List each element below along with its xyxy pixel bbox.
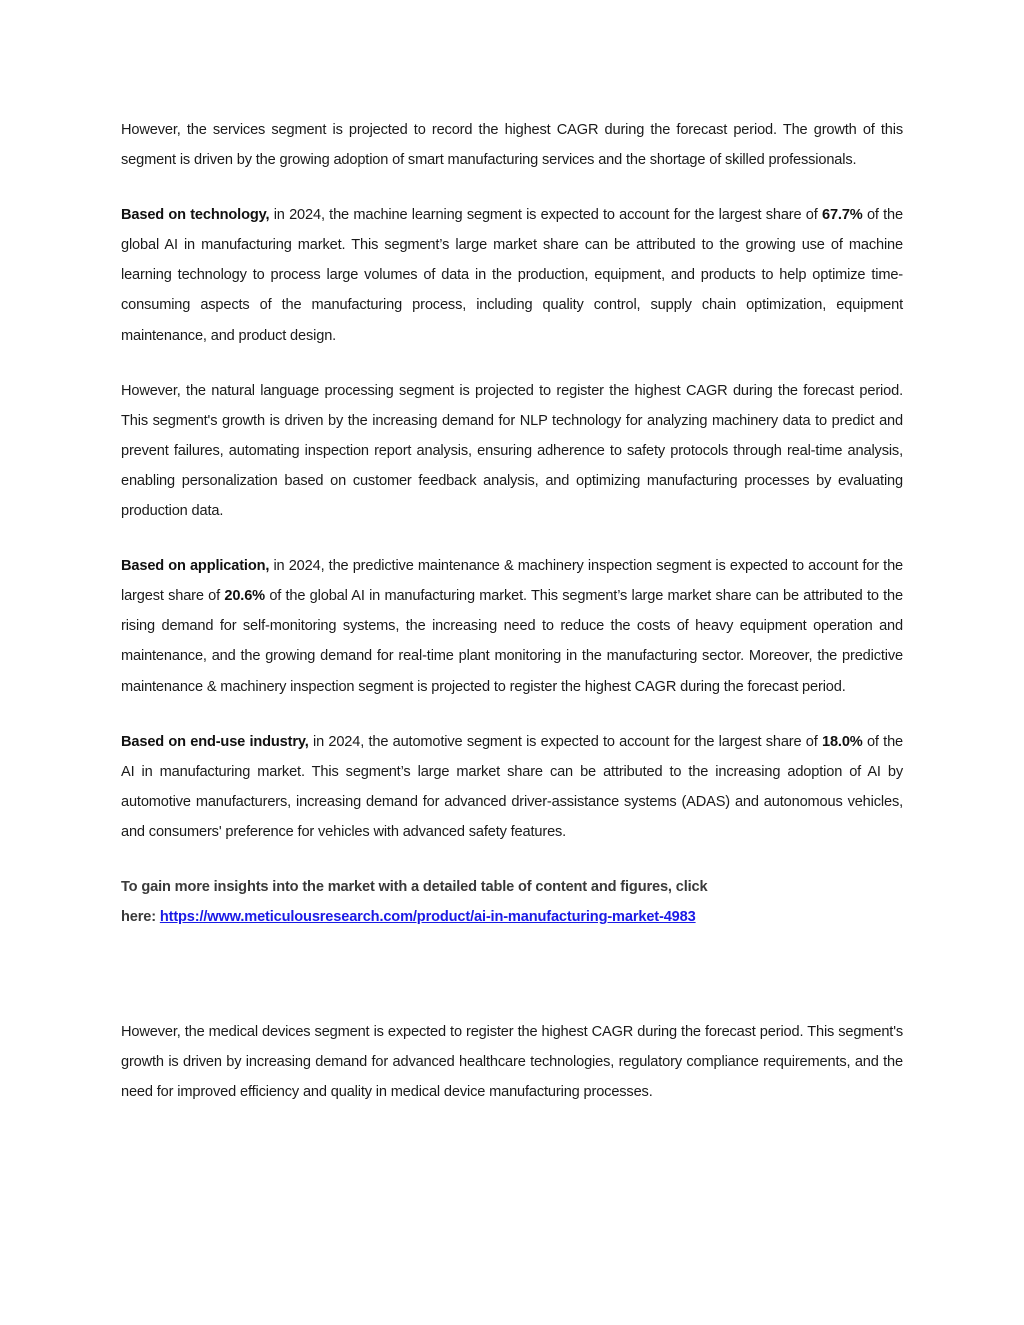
application-lead: Based on application, (121, 558, 270, 575)
nlp-paragraph: However, the natural language processing segment is projected to register the highest CAGR during the forecast period. This segment's growth is driven by the increasing demand for NLP technology for analyzing machinery data to predict and prevent failures, automating inspection report analysis, ensuring adherence to safety protocols through real-time analysis, enabling personalization based on customer feedback analysis, and optimizing manufacturing processes by evaluating production data. (121, 382, 903, 520)
enduse-paragraph (121, 727, 903, 847)
technology-lead: Based on technology, (121, 207, 270, 224)
services-paragraph: However, the services segment is projected to record the highest CAGR during the forecast period. The growth of this segment is driven by the growing adoption of smart manufacturing services and the shortage of skilled professionals. (121, 122, 903, 169)
spacer (121, 351, 903, 376)
application-share: 20.6% (224, 588, 265, 605)
spacer (121, 932, 903, 1017)
technology-paragraph (121, 200, 903, 350)
report-link[interactable]: https://www.meticulousresearch.com/product/ai-in-manufacturing-market-4983 (159, 909, 696, 926)
spacer (121, 175, 903, 200)
technology-text-2: of the global AI in manufacturing market. This segment’s large market share can be attributed to the growing use of machine learning technology to process large volumes of data in the production, equipment, and products to help optimize time-consuming aspects of the manufacturing process, including quality control, supply chain optimization, equipment maintenance, and product design. (121, 207, 903, 344)
medical-paragraph: However, the medical devices segment is expected to register the highest CAGR during the forecast period. This segment's growth is driven by increasing demand for advanced healthcare technologies, regulatory compliance requirements, and the need for improved efficiency and quality in medical device manufacturing processes. (121, 1024, 903, 1101)
application-text-1: in 2024, the predictive maintenance & machinery inspection segment is expected to account for the largest share of (121, 558, 904, 605)
application-paragraph (121, 551, 903, 701)
spacer (121, 847, 903, 872)
cta-paragraph (121, 872, 903, 932)
spacer (121, 702, 903, 727)
enduse-text-2: of the AI in manufacturing market. This segment’s large market share can be attributed to the increasing adoption of AI by automotive manufacturers, increasing demand for advanced driver-assistance systems (ADAS) and autonomous vehicles, and consumers' preference for vehicles with advanced safety features. (121, 733, 903, 840)
technology-share: 67.7% (821, 207, 863, 224)
cta-prefix: here: (121, 909, 160, 926)
document-page (121, 115, 903, 1107)
technology-text-1: in 2024, the machine learning segment is expected to account for the largest share of (269, 207, 822, 224)
enduse-text-1: in 2024, the automotive segment is expected to account for the largest share of (308, 733, 822, 750)
enduse-share: 18.0% (822, 733, 863, 750)
spacer (121, 526, 903, 551)
cta-line-1: To gain more insights into the market with a detailed table of content and figures, click (121, 878, 708, 895)
enduse-lead: Based on end-use industry, (121, 733, 309, 750)
application-text-2: of the global AI in manufacturing market. This segment’s large market share can be attributed to the rising demand for self-monitoring systems, the increasing need to reduce the costs of heavy equipment operation and maintenance, and the growing demand for real-time plant monitoring in the manufacturing sector. Moreover, the predictive maintenance & machinery inspection segment is projected to register the highest CAGR during the forecast period. (121, 588, 903, 695)
